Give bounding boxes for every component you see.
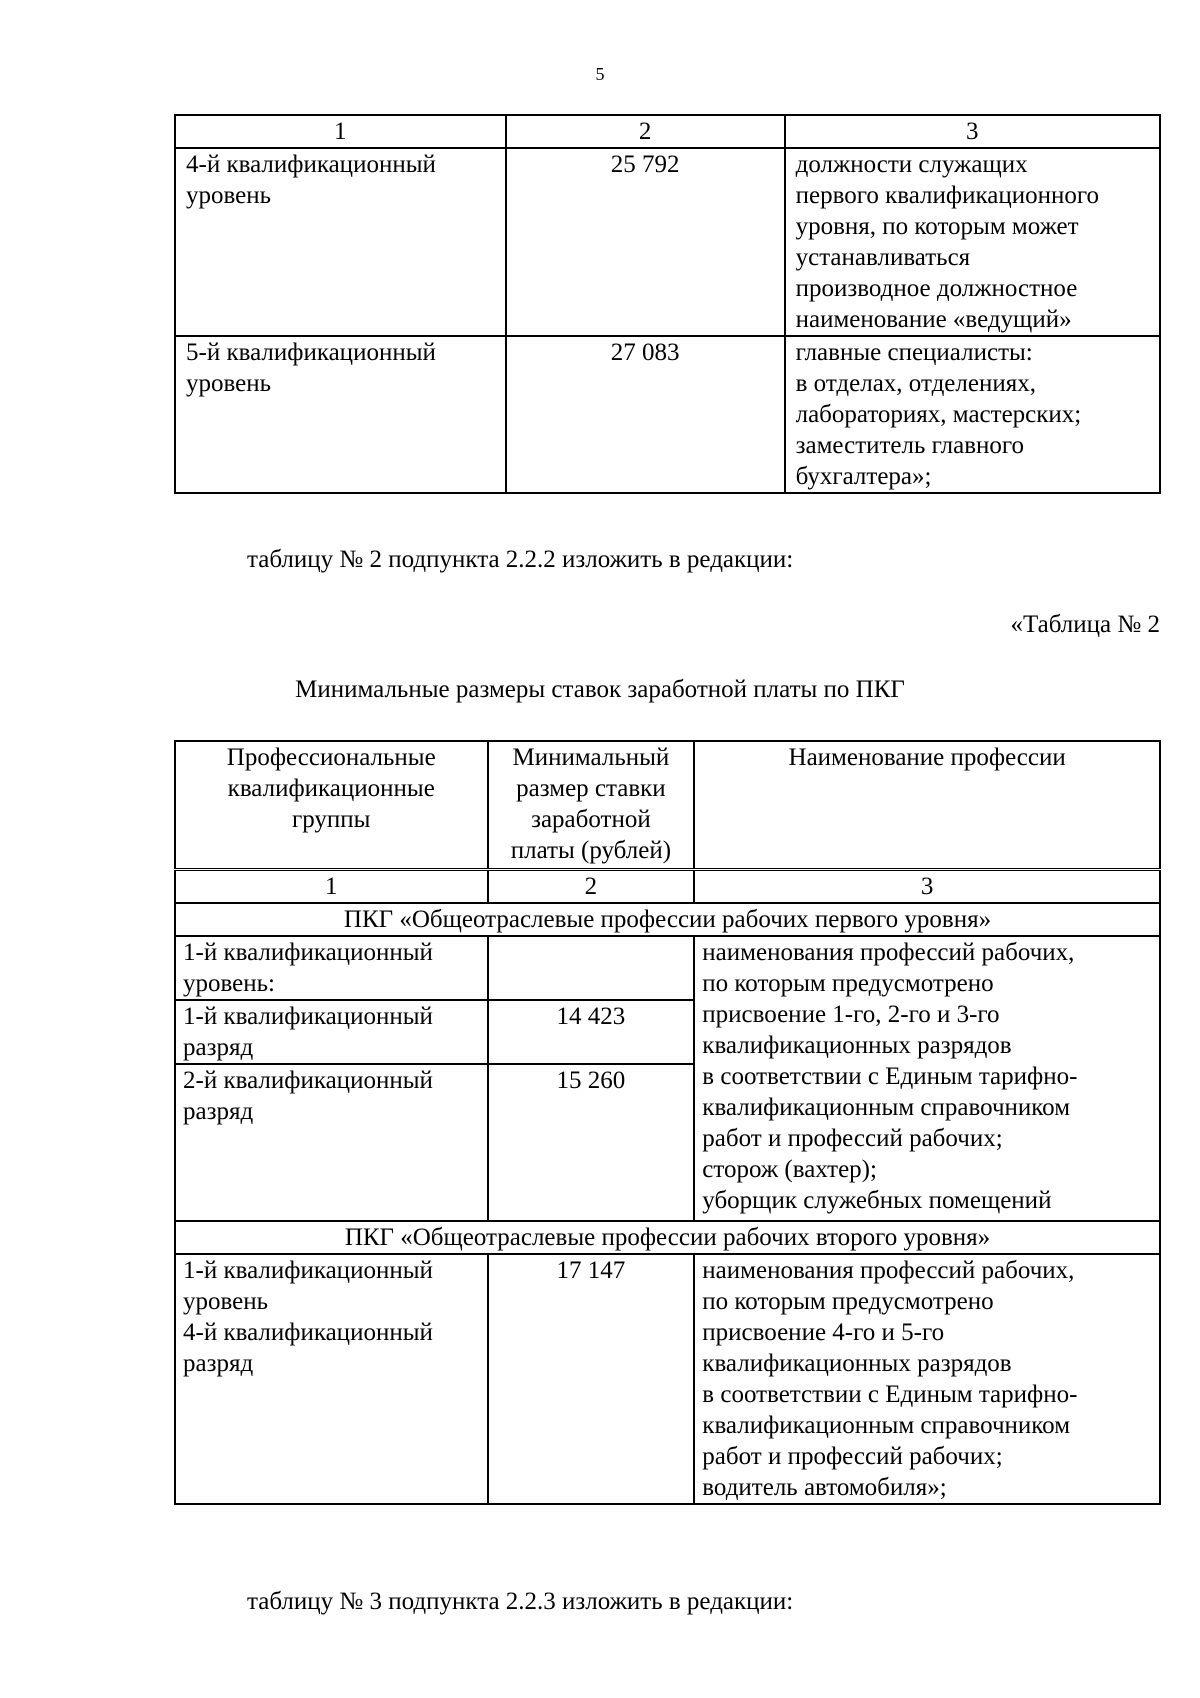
description-cell: должности служащих первого квалификационного уровня, по которым может устанавливаться производное должностное наименование «ведущий» xyxy=(785,148,1160,336)
amount-cell: 14 423 xyxy=(488,1000,695,1064)
table-row xyxy=(175,870,1160,904)
amount-cell: 17 147 xyxy=(488,1254,695,1504)
column-number: 2 xyxy=(506,115,785,148)
amount-cell: 25 792 xyxy=(506,148,785,336)
instruction-paragraph-1: таблицу № 2 подпункта 2.2.2 изложить в редакции: xyxy=(247,546,794,573)
description-cell: главные специалисты: в отделах, отделениях, лабораториях, мастерских; заместитель главного бухгалтера»; xyxy=(785,336,1160,493)
rank-cell: 1-й квалификационный разряд xyxy=(175,1000,488,1064)
table-header-row xyxy=(175,741,1160,870)
level-cell: 1-й квалификационный уровень: xyxy=(175,936,488,1000)
table-1-continuation xyxy=(174,114,1161,494)
header-cell: Наименование профессии xyxy=(694,741,1160,870)
description-cell: наименования профессий рабочих, по которым предусмотрено присвоение 4-го и 5-го квалификационных разрядов в соответствии с Единым тарифно- квалификационным справочником работ и профессий рабочих; водитель автомобиля»; xyxy=(694,1254,1160,1504)
level-cell: 1-й квалификационный уровень 4-й квалификационный разряд xyxy=(175,1254,488,1504)
amount-cell: 27 083 xyxy=(506,336,785,493)
table-row xyxy=(175,336,1160,493)
group-title: ПКГ «Общеотраслевые профессии рабочих первого уровня» xyxy=(175,903,1160,936)
group-title: ПКГ «Общеотраслевые профессии рабочих второго уровня» xyxy=(175,1221,1160,1254)
table-2-label: «Таблица № 2 xyxy=(1010,611,1160,638)
column-number: 1 xyxy=(175,870,488,904)
column-number: 1 xyxy=(175,115,506,148)
header-cell: Минимальный размер ставки заработной платы (рублей) xyxy=(488,741,695,870)
level-cell: 5-й квалификационный уровень xyxy=(175,336,506,493)
table-row xyxy=(175,1254,1160,1504)
column-number: 2 xyxy=(488,870,695,904)
header-cell: Профессиональные квалификационные группы xyxy=(175,741,488,870)
rank-cell: 2-й квалификационный разряд xyxy=(175,1064,488,1221)
table-2-title: Минимальные размеры ставок заработной платы по ПКГ xyxy=(295,676,905,703)
amount-cell: 15 260 xyxy=(488,1064,695,1221)
table-row xyxy=(175,903,1160,936)
table-row xyxy=(175,115,1160,148)
column-number: 3 xyxy=(694,870,1160,904)
amount-cell-empty xyxy=(488,936,695,1000)
column-number: 3 xyxy=(785,115,1160,148)
table-row xyxy=(175,148,1160,336)
table-row xyxy=(175,1221,1160,1254)
page-number: 5 xyxy=(595,64,605,84)
level-cell: 4-й квалификационный уровень xyxy=(175,148,506,336)
description-cell: наименования профессий рабочих, по которым предусмотрено присвоение 1-го, 2-го и 3-го квалификационных разрядов в соответствии с Единым тарифно- квалификационным справочником работ и профессий рабочих; сторож (вахтер); уборщик служебных помещений xyxy=(694,936,1160,1221)
table-2 xyxy=(174,740,1161,1505)
table-row xyxy=(175,936,1160,1000)
instruction-paragraph-2: таблицу № 3 подпункта 2.2.3 изложить в редакции: xyxy=(247,1588,794,1615)
